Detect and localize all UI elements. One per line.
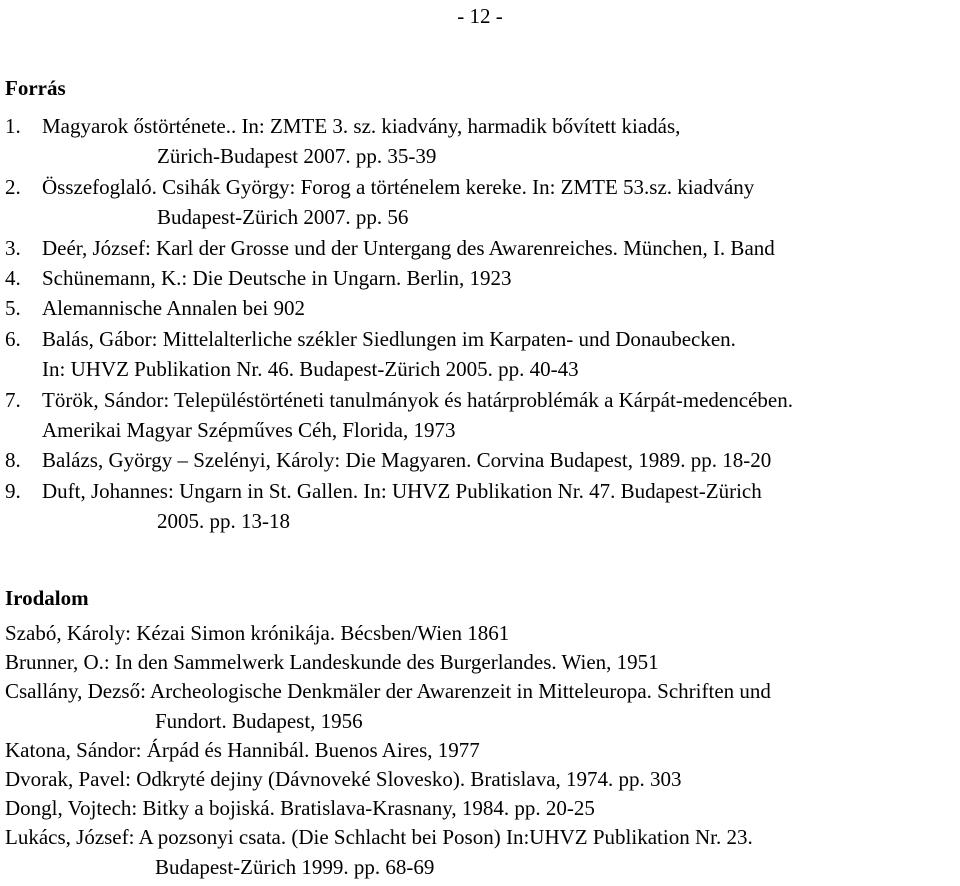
literature-item-6 xyxy=(5,794,955,823)
source-number: 9. xyxy=(5,478,21,503)
source-text: Alemannische Annalen bei 902 xyxy=(42,296,306,321)
source-item-1 xyxy=(5,111,955,172)
sources-heading: Forrás xyxy=(5,76,66,100)
source-text-continued: Amerikai Magyar Szépműves Céh, Florida, 1973 xyxy=(42,418,456,443)
source-number: 7. xyxy=(5,387,21,412)
literature-item-5 xyxy=(5,765,955,794)
source-item-5 xyxy=(5,293,955,323)
source-item-7 xyxy=(5,385,955,446)
literature-item-7 xyxy=(5,823,955,881)
source-text: Schünemann, K.: Die Deutsche in Ungarn. Berlin, 1923 xyxy=(42,266,512,291)
source-item-3 xyxy=(5,233,955,263)
source-text: Duft, Johannes: Ungarn in St. Gallen. In: UHVZ Publikation Nr. 47. Budapest-Zürich xyxy=(42,478,762,503)
source-number: 4. xyxy=(5,266,21,291)
source-number: 3. xyxy=(5,235,21,260)
source-text-continued: 2005. pp. 13-18 xyxy=(157,509,290,534)
source-item-9 xyxy=(5,476,955,537)
literature-text: Brunner, O.: In den Sammelwerk Landeskunde des Burgerlandes. Wien, 1951 xyxy=(5,650,659,675)
literature-heading: Irodalom xyxy=(5,586,89,610)
source-item-2 xyxy=(5,172,955,233)
source-text: Török, Sándor: Településtörténeti tanulmányok és határproblémák a Kárpát-medencében. xyxy=(42,387,793,412)
sources-list xyxy=(5,111,955,537)
literature-item-1 xyxy=(5,619,955,648)
literature-text: Szabó, Károly: Kézai Simon krónikája. Bécsben/Wien 1861 xyxy=(5,621,510,645)
source-number: 2. xyxy=(5,174,21,199)
literature-text: Katona, Sándor: Árpád és Hannibál. Buenos Aires, 1977 xyxy=(5,737,480,762)
source-text: Balás, Gábor: Mittelalterliche székler Siedlungen im Karpaten- und Donaubecken. xyxy=(42,326,736,351)
source-text: Balázs, György – Szelényi, Károly: Die Magyaren. Corvina Budapest, 1989. pp. 18-20 xyxy=(42,448,772,473)
literature-item-2 xyxy=(5,648,955,677)
source-text-continued: Budapest-Zürich 2007. pp. 56 xyxy=(157,205,409,230)
source-item-4 xyxy=(5,263,955,293)
literature-list xyxy=(5,619,955,882)
literature-item-3 xyxy=(5,677,955,735)
source-item-8 xyxy=(5,445,955,475)
source-text: Deér, József: Karl der Grosse und der Untergang des Awarenreiches. München, I. Band xyxy=(42,235,775,260)
source-text-continued: In: UHVZ Publikation Nr. 46. Budapest-Zürich 2005. pp. 40-43 xyxy=(42,357,579,382)
literature-text: Lukács, József: A pozsonyi csata. (Die Schlacht bei Poson) In:UHVZ Publikation Nr. 23. xyxy=(5,825,753,850)
source-text: Összefoglaló. Csihák György: Forog a történelem kereke. In: ZMTE 53.sz. kiadvány xyxy=(42,174,755,199)
source-item-6 xyxy=(5,324,955,385)
literature-item-4 xyxy=(5,736,955,765)
source-text-continued: Zürich-Budapest 2007. pp. 35-39 xyxy=(157,144,437,169)
source-number: 6. xyxy=(5,326,21,351)
literature-text: Dongl, Vojtech: Bitky a bojiská. Bratislava-Krasnany, 1984. pp. 20-25 xyxy=(5,796,595,821)
literature-text-continued: Fundort. Budapest, 1956 xyxy=(155,708,363,733)
literature-text-continued: Budapest-Zürich 1999. pp. 68-69 xyxy=(155,854,435,879)
literature-text: Csallány, Dezső: Archeologische Denkmäler der Awarenzeit in Mitteleuropa. Schriften und xyxy=(5,679,771,704)
page-number: - 12 - xyxy=(457,4,503,28)
source-text: Magyarok őstörténete.. In: ZMTE 3. sz. kiadvány, harmadik bővített kiadás, xyxy=(42,114,681,138)
source-number: 8. xyxy=(5,448,21,473)
literature-text: Dvorak, Pavel: Odkryté dejiny (Dávnoveké Slovesko). Bratislava, 1974. pp. 303 xyxy=(5,767,682,792)
source-number: 5. xyxy=(5,296,21,321)
source-number: 1. xyxy=(5,114,21,138)
